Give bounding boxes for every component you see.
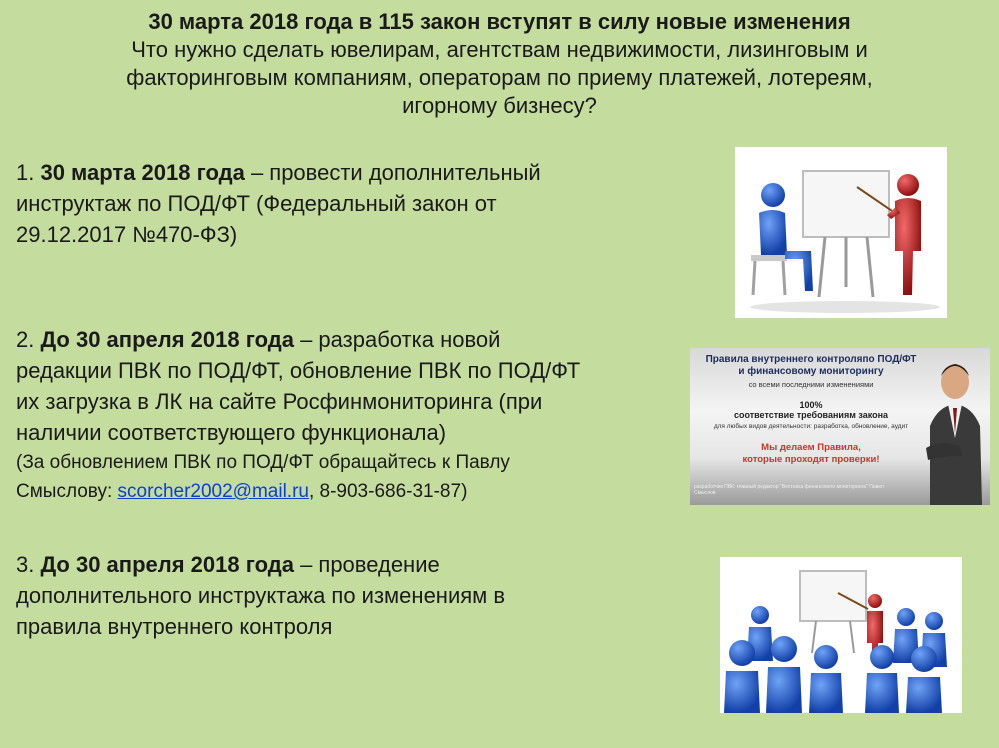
item-3-text-2: дополнительного инструктажа по изменениям в bbox=[16, 583, 506, 608]
banner-heading bbox=[696, 354, 926, 378]
training-illustration-1 bbox=[735, 147, 947, 318]
contact-phone: , 8-903-686-31-87) bbox=[308, 481, 468, 502]
slide-subtitle-line-2: факторинговым компаниям, операторам по приему платежей, лотереям, bbox=[126, 65, 873, 90]
banner-slogan bbox=[696, 442, 926, 466]
training-figures-icon bbox=[735, 147, 947, 318]
item-3 bbox=[16, 549, 505, 642]
slide-subtitle-line-3: игорному бизнесу? bbox=[402, 93, 597, 118]
item-3-text-3: правила внутреннего контроля bbox=[16, 614, 333, 639]
item-3-text-1: – проведение bbox=[293, 552, 440, 577]
item-2-text-1: – разработка новой bbox=[293, 327, 501, 352]
slide-header bbox=[0, 8, 999, 120]
banner-heading-line-2: и финансовому мониторингу bbox=[738, 366, 884, 377]
item-3-number: 3. bbox=[16, 552, 41, 577]
author-portrait-icon bbox=[920, 348, 990, 505]
banner-percent bbox=[696, 400, 926, 420]
item-3-line-1 bbox=[16, 549, 505, 580]
banner-developer-credit: разработчик ПВК: главный редактор "Вестника финансового мониторинга" Павел Смыслов bbox=[694, 484, 884, 496]
contact-email-link[interactable]: scorcher2002@mail.ru bbox=[117, 481, 309, 502]
banner-percent-value: 100% bbox=[799, 400, 823, 410]
item-1 bbox=[16, 157, 541, 250]
item-2-line-1 bbox=[16, 324, 580, 355]
slide-title: 30 марта 2018 года в 115 закон вступят в силу новые изменения bbox=[148, 9, 851, 34]
item-2-text-4: наличии соответствующего функционала) bbox=[16, 420, 447, 445]
item-2-note-1: (За обновлением ПВК по ПОД/ФТ обращайтесь к Павлу bbox=[16, 452, 510, 473]
contact-name-suffix: Смыслову: bbox=[16, 481, 118, 502]
item-2-text-2: редакции ПВК по ПОД/ФТ, обновление ПВК по ПОД/ФТ bbox=[16, 358, 581, 383]
item-1-number: 1. bbox=[16, 160, 41, 185]
item-2-date: До 30 апреля 2018 года bbox=[40, 327, 294, 352]
banner-slogan-line-2: которые проходят проверки! bbox=[742, 454, 880, 465]
item-1-text-2: инструктаж по ПОД/ФТ (Федеральный закон от bbox=[16, 191, 497, 216]
item-3-date: До 30 апреля 2018 года bbox=[40, 552, 294, 577]
pvk-advertisement-banner bbox=[690, 348, 990, 505]
item-1-date: 30 марта 2018 года bbox=[40, 160, 245, 185]
item-2 bbox=[16, 324, 580, 506]
banner-heading-line-1: Правила внутреннего контроляпо ПОД/ФТ bbox=[705, 354, 917, 365]
item-2-note-2 bbox=[16, 477, 580, 506]
banner-percent-label: соответствие требованиям закона bbox=[733, 410, 889, 420]
banner-activity-kinds: для любых видов деятельности: разработка, обновление, аудит bbox=[713, 423, 909, 430]
item-1-text-1: – провести дополнительный bbox=[244, 160, 541, 185]
item-1-line-1 bbox=[16, 157, 541, 188]
item-2-number: 2. bbox=[16, 327, 41, 352]
training-illustration-2 bbox=[720, 557, 962, 713]
item-1-text-3: 29.12.2017 №470-ФЗ) bbox=[16, 222, 238, 247]
group-training-icon bbox=[720, 557, 962, 713]
banner-slogan-line-1: Мы делаем Правила, bbox=[761, 442, 861, 453]
item-2-text-3: их загрузка в ЛК на сайте Росфинмониторинга (при bbox=[16, 389, 543, 414]
slide-subtitle-line-1: Что нужно сделать ювелирам, агентствам недвижимости, лизинговым и bbox=[131, 37, 868, 62]
banner-subheading: со всеми последними изменениями bbox=[748, 380, 874, 389]
